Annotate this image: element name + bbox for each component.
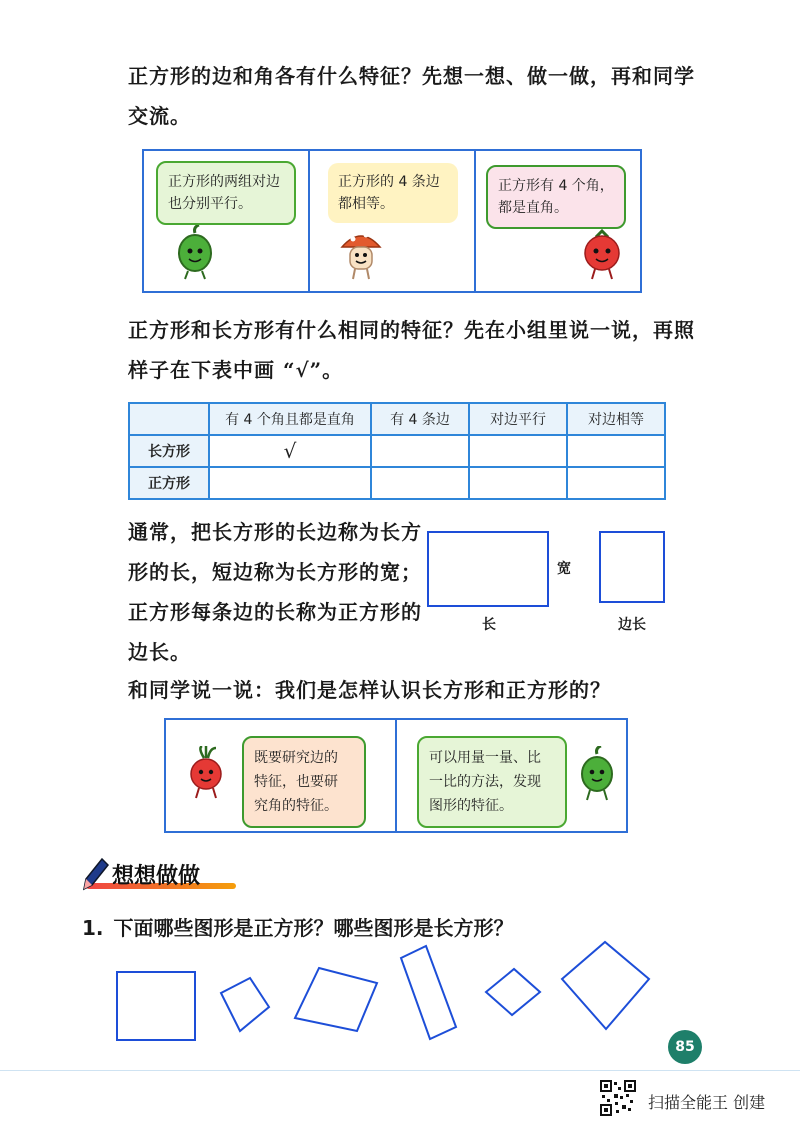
method-speech-panels xyxy=(164,718,628,833)
scanner-watermark: 扫描全能王 创建 xyxy=(648,1093,766,1112)
feature-speech-panels xyxy=(142,149,642,293)
check-cell[interactable] xyxy=(371,435,469,467)
speech-panel-equal-sides xyxy=(310,151,476,291)
speech-bubble xyxy=(328,163,458,223)
intro-paragraph xyxy=(128,56,695,136)
tomato-icon xyxy=(580,227,624,281)
pepper-icon xyxy=(172,225,218,281)
bubble-text: 都是直角。 xyxy=(498,200,568,216)
shape-e-diamond xyxy=(486,969,540,1015)
speech-panel-measure-compare xyxy=(397,720,626,831)
check-cell[interactable] xyxy=(469,467,567,499)
table-header-row xyxy=(129,403,665,435)
bubble-text: 既要研究边的 xyxy=(254,750,338,766)
table-header-cell: 有 4 条边 xyxy=(371,403,469,435)
speech-panel-sides-angles xyxy=(166,720,397,831)
bubble-text: 正方形有 4 个角， xyxy=(498,178,614,194)
footer-divider xyxy=(0,1070,800,1071)
speech-bubble xyxy=(156,161,296,225)
definition-paragraph xyxy=(128,512,422,672)
question-text: 下面哪些图形是正方形？哪些图形是长方形？ xyxy=(113,916,514,940)
intro-line-1: 正方形的边和角各有什么特征？先想一想、做一做，再和同学 xyxy=(128,64,695,88)
table-header-cell: 有 4 个角且都是直角 xyxy=(209,403,371,435)
row-label: 长方形 xyxy=(129,435,209,467)
definition-line-3: 正方形每条边的长称为正方形的 xyxy=(128,600,422,624)
question-shapes xyxy=(100,935,660,1045)
table-header-cell xyxy=(129,403,209,435)
compare-line-2: 样子在下表中画 “√”。 xyxy=(128,358,344,382)
bubble-text: 也分别平行。 xyxy=(168,196,252,212)
row-label: 正方形 xyxy=(129,467,209,499)
shape-d-tilted-rectangle xyxy=(401,946,456,1039)
bubble-text: 正方形的两组对边 xyxy=(168,174,280,190)
bubble-text: 图形的特征。 xyxy=(429,798,513,814)
length-label: 长 xyxy=(482,617,496,633)
speech-panel-parallel xyxy=(144,151,310,291)
width-label: 宽 xyxy=(557,561,571,577)
intro-line-2: 交流。 xyxy=(128,104,191,128)
bubble-text: 一比的方法，发现 xyxy=(429,774,541,790)
bubble-text: 究角的特征。 xyxy=(254,798,338,814)
check-cell[interactable]: √ xyxy=(209,435,371,467)
shape-b-tilted-square xyxy=(221,978,269,1031)
question-number: 1. xyxy=(82,916,104,940)
check-cell[interactable] xyxy=(209,467,371,499)
definition-line-4: 边长。 xyxy=(128,640,191,664)
square-figure xyxy=(599,531,665,603)
table-row xyxy=(129,467,665,499)
shape-c-tilted-quad xyxy=(295,968,377,1031)
bubble-text: 正方形的 4 条边 xyxy=(338,174,440,190)
table-header-cell: 对边平行 xyxy=(469,403,567,435)
bubble-text: 特征，也要研 xyxy=(254,774,338,790)
speech-bubble xyxy=(486,165,626,229)
definition-line-2: 形的长，短边称为长方形的宽； xyxy=(128,560,422,584)
discuss-line: 和同学说一说：我们是怎样认识长方形和正方形的？ xyxy=(128,678,611,702)
check-cell[interactable] xyxy=(567,467,665,499)
side-length-label: 边长 xyxy=(618,617,646,633)
compare-paragraph xyxy=(128,310,695,390)
shape-a-square xyxy=(117,972,195,1040)
radish-icon xyxy=(186,746,228,802)
speech-bubble xyxy=(417,736,567,828)
section-title xyxy=(76,853,236,897)
rectangle-figure xyxy=(427,531,549,607)
check-cell[interactable] xyxy=(567,435,665,467)
pencil-icon xyxy=(78,855,110,893)
check-cell[interactable] xyxy=(469,435,567,467)
bubble-text: 都相等。 xyxy=(338,196,394,212)
definition-line-1: 通常，把长方形的长边称为长方 xyxy=(128,520,422,544)
bubble-text: 可以用量一量、比 xyxy=(429,750,541,766)
table-row xyxy=(129,435,665,467)
table-header-cell: 对边相等 xyxy=(567,403,665,435)
check-cell[interactable] xyxy=(371,467,469,499)
page-number: 85 xyxy=(668,1030,702,1064)
speech-bubble xyxy=(242,736,366,828)
section-title-text: 想想做做 xyxy=(112,864,201,889)
compare-line-1: 正方形和长方形有什么相同的特征？先在小组里说一说，再照 xyxy=(128,318,695,342)
shape-f-large-diamond xyxy=(562,942,649,1029)
comparison-table xyxy=(128,402,666,500)
qr-code-icon xyxy=(600,1080,636,1116)
pepper-icon xyxy=(575,746,619,802)
speech-panel-right-angles xyxy=(476,151,640,291)
mushroom-icon xyxy=(338,225,384,281)
